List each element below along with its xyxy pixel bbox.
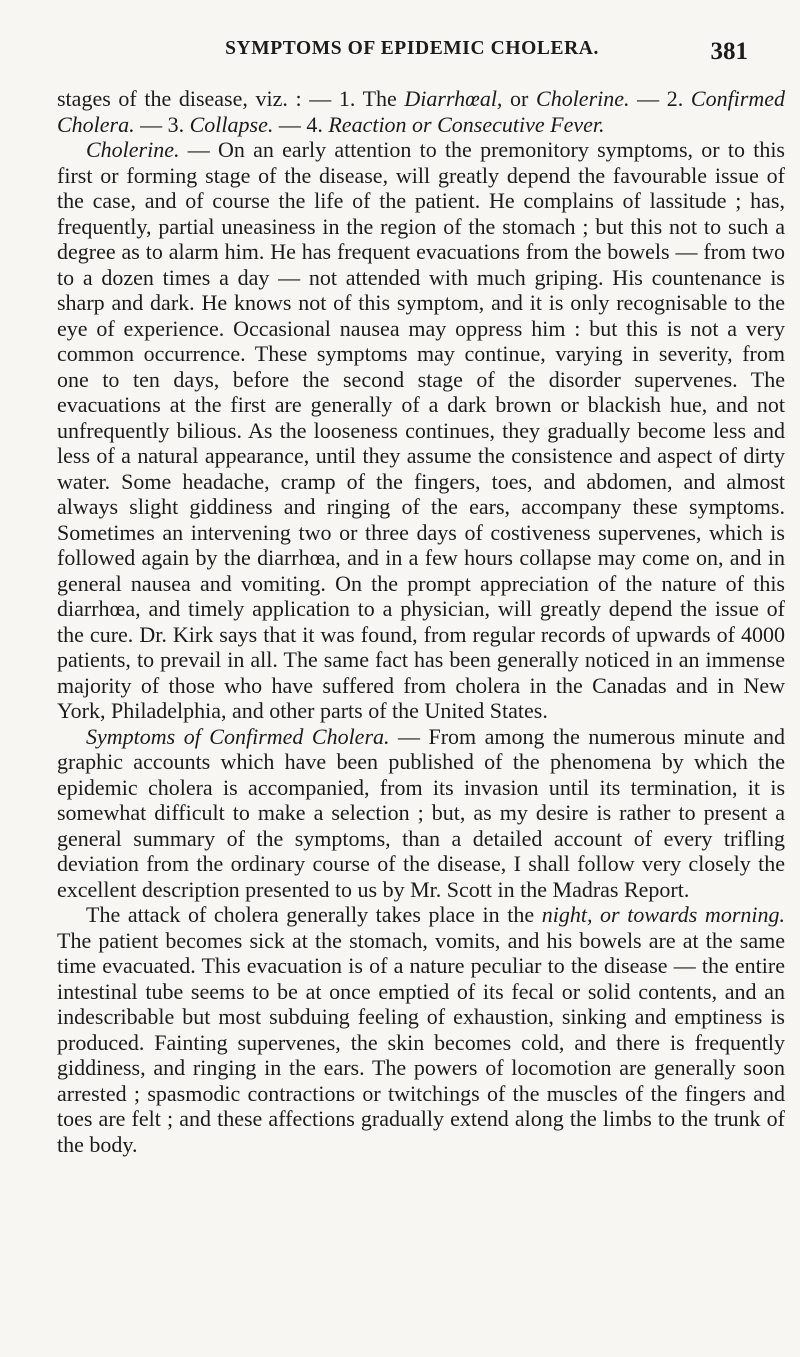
text-run: — 3. [134, 111, 190, 137]
emphasis-night-morning: night, or towards morning. [541, 902, 785, 927]
paragraph-text: The patient becomes sick at the stomach, vomits, and his bowels are at the same time evacuated. This evacuation is of a nature peculiar to the disease — the entire intestinal tube seems to be at once emptied of its fecal or solid contents, and an indescribable but most subduing feeling of exhaustion, sinking and emptiness is produced. Fainting supervenes, the skin becomes cold, and there is frequently giddiness, and ringing in the ears. The powers of locomotion are generally soon arrested ; spasmodic contractions or twitchings of the muscles of the fingers and toes are felt ; and these affections gradually extend along the limbs to the trunk of the body. [57, 927, 785, 1157]
text-run: The attack of cholera generally takes place in the [86, 902, 542, 927]
text-run: or [502, 86, 537, 111]
text-run: — 4. [273, 111, 329, 137]
text-run: stages of the disease, viz. : — 1. The [57, 86, 405, 111]
running-title: SYMPTOMS OF EPIDEMIC CHOLERA. [225, 38, 599, 59]
text-run: — 2. [629, 86, 691, 111]
section-heading-cholerine: Cholerine. [86, 137, 180, 162]
term-reaction-fever: Reaction or Consecutive Fever. [328, 111, 605, 137]
paragraph-stages [57, 86, 785, 137]
paragraph-confirmed-cholera [57, 724, 785, 903]
term-collapse: Collapse. [189, 111, 274, 137]
page-number: 381 [710, 38, 748, 65]
term-cholerine: Cholerine. [536, 86, 630, 111]
paragraph-text: — From among the numerous minute and graphic accounts which have been published of the phenomena by which the epidemic cholera is accompanied, from its invasion until its termination, it is somewhat difficult to make a selection ; but, as my desire is rather to present a general summary of the symptoms, than a detailed account of every trifling deviation from the ordinary course of the disease, I shall follow very closely the excellent description presented to us by Mr. Scott in the Madras Report. [57, 723, 785, 902]
term-diarrhoeal: Diarrhœal, [404, 86, 503, 111]
section-heading-confirmed-cholera: Symptoms of Confirmed Cholera. [86, 723, 390, 749]
paragraph-cholerine [57, 137, 785, 724]
body-text [57, 86, 785, 1157]
term-confirmed-cholera: Confirmed Cholera. [57, 86, 786, 137]
paragraph-attack [57, 902, 785, 1157]
paragraph-text: — On an early attention to the premonitory symptoms, or to this first or forming stage of the disease, will greatly depend the favourable issue of the case, and of course the life of the patient. He complains of lassitude ; has, frequently, partial uneasiness in the region of the stomach ; but this not to such a degree as to alarm him. He has frequent evacuations from the bowels — from two to a dozen times a day — not attended with much griping. His countenance is sharp and dark. He knows not of this symptom, and it is only recognisable to the eye of experience. Occasional nausea may oppress him : but this is not a very common occurrence. These symptoms may continue, varying in severity, from one to ten days, before the second stage of the disorder supervenes. The evacuations at the first are generally of a dark brown or blackish hue, and not unfrequently bilious. As the looseness continues, they gradually become less and less of a natural appearance, until they assume the consistence and aspect of dirty water. Some headache, cramp of the fingers, toes, and abdomen, and almost always slight giddiness and ringing of the ears, accompany these symptoms. Sometimes an intervening two or three days of costiveness supervenes, which is followed again by the diarrhœa, and in a few hours collapse may come on, and in general nausea and vomiting. On the prompt appreciation of the nature of this diarrhœa, and timely application to a physician, will greatly depend the issue of the cure. Dr. Kirk says that it was found, from regular records of upwards of 4000 patients, to prevail in all. The same fact has been generally noticed in an immense majority of those who have suffered from cholera in the Canadas and in New York, Philadelphia, and other parts of the United States. [57, 137, 785, 723]
page-header [72, 38, 752, 78]
